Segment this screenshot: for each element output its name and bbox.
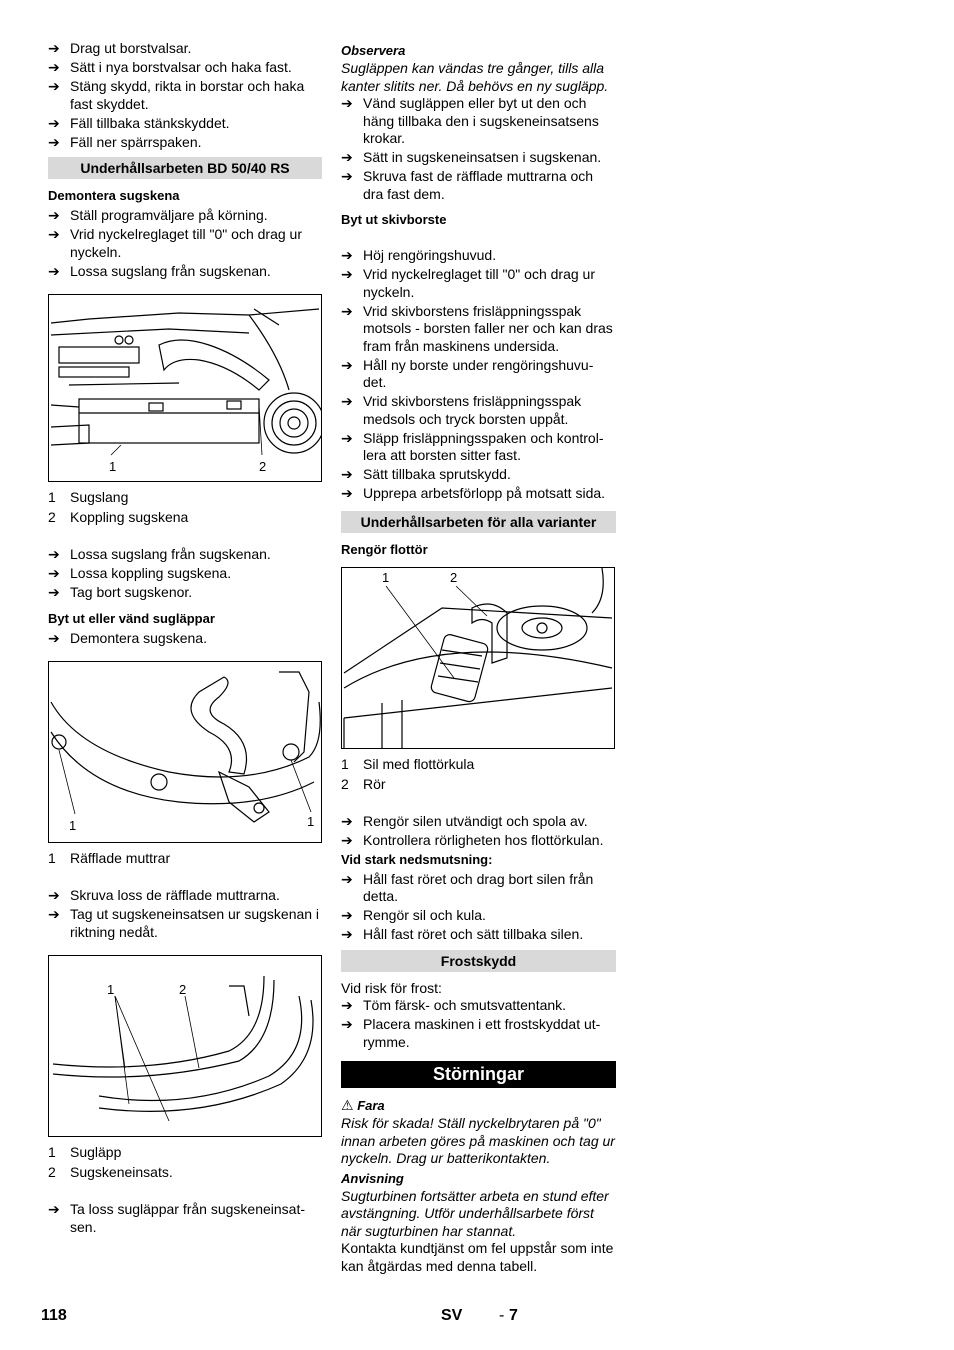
machine-illustration: [49, 295, 321, 481]
legend-number: 1: [341, 755, 349, 772]
arrow-right-icon: ➔: [341, 302, 353, 319]
list-item: [48, 263, 322, 281]
fig1-callout-2: 2: [259, 459, 267, 474]
list-item: [341, 247, 616, 265]
arrow-right-icon: ➔: [341, 247, 353, 263]
list-item: [48, 226, 322, 261]
fig3-callout-1: 1: [107, 982, 115, 997]
list-item: [48, 584, 322, 602]
arrow-right-icon: ➔: [48, 133, 60, 150]
list-item: [341, 266, 616, 301]
list-item: [48, 134, 322, 152]
arrow-right-icon: ➔: [48, 59, 60, 75]
sub-page-number: 7: [509, 1307, 518, 1324]
list-item-text: Demontera sugskena.: [70, 629, 207, 646]
arrow-right-icon: ➔: [341, 812, 353, 829]
arrow-right-icon: ➔: [48, 584, 60, 600]
figure-suglapp: [48, 955, 322, 1137]
list-item: [341, 832, 616, 850]
arrow-right-icon: ➔: [48, 629, 60, 646]
list-item-text: Kontrollera rörligheten hos flottörkulan.: [363, 831, 604, 848]
arrow-right-icon: ➔: [48, 114, 60, 131]
list-item: [341, 1016, 616, 1051]
list-item: [341, 430, 616, 465]
arrow-right-icon: ➔: [341, 485, 353, 501]
arrow-right-icon: ➔: [48, 906, 60, 922]
squeegee-illustration: [49, 662, 321, 842]
legend-number: 2: [48, 1164, 56, 1180]
list-item-text: Släpp frisläppningsspaken och kontrol-lera att borsten sitter fast.: [363, 429, 604, 463]
arrow-right-icon: ➔: [48, 207, 60, 223]
legend-number: 1: [48, 489, 56, 505]
arrow-right-icon: ➔: [341, 1016, 353, 1032]
chapter-heading-storningar: Störningar: [341, 1061, 616, 1088]
lip-illustration: [49, 956, 321, 1136]
arrow-right-icon: ➔: [341, 831, 353, 848]
list-item-text: Sätt tillbaka sprutskydd.: [363, 466, 511, 482]
section-heading-alla-varianter: Underhållsarbeten för alla varianter: [341, 511, 616, 533]
list-item-text: Håll fast röret och drag bort silen från detta.: [363, 870, 594, 904]
arrow-right-icon: ➔: [48, 262, 60, 279]
list-item: [48, 887, 322, 905]
list-item-text: Ställ programväljare på körning.: [70, 207, 268, 223]
legend-number: 1: [48, 850, 56, 866]
arrow-right-icon: ➔: [341, 168, 353, 184]
list-item-text: Höj rengöringshuvud.: [363, 247, 497, 263]
list-item: [341, 907, 616, 925]
section-heading-frostskydd: Frostskydd: [341, 950, 616, 972]
legend-text: Koppling sugskena: [70, 509, 189, 525]
figure-legend-3: [48, 1143, 322, 1182]
arrow-right-icon: ➔: [341, 266, 353, 282]
intro-list: [48, 40, 322, 151]
list-item-text: Vrid skivborstens frisläppningsspak medsols och tryck borsten uppåt.: [363, 393, 582, 427]
figure-legend-4: [341, 755, 616, 794]
list-item-text: Rengör sil och kula.: [363, 907, 486, 923]
list-item: [341, 926, 616, 944]
list-item: [341, 357, 616, 392]
arrow-right-icon: ➔: [341, 926, 353, 942]
arrow-right-icon: ➔: [341, 997, 353, 1013]
list-item-text: Vänd sugläppen eller byt ut den och häng tillbaka den i sugskeneinsatsens krokar.: [363, 95, 599, 146]
warning-title-text: Fara: [357, 1098, 385, 1113]
list-item-text: Vrid nyckelreglaget till "0" och drag ur nyckeln.: [363, 266, 595, 300]
figure-legend-2: [48, 849, 322, 868]
list-item: [341, 303, 616, 356]
arrow-right-icon: ➔: [48, 546, 60, 562]
warning-text: Risk för skada! Ställ nyckelbrytaren på "0" innan arbeten göres på maskinen och tag ur nyckeln. Drag ur batterikontakten.: [341, 1115, 615, 1166]
list-item-text: Fäll tillbaka stänkskyddet.: [70, 114, 230, 131]
demontera-list: [48, 207, 322, 280]
subheading-byt-sugläppar: Byt ut eller vänd sugläppar: [48, 610, 215, 626]
list-item-text: Sätt i nya borstvalsar och haka fast.: [70, 59, 292, 75]
legend-item: [341, 755, 616, 774]
frost-list: [341, 997, 616, 1051]
right-column: [341, 40, 616, 1275]
legend-item: [48, 488, 322, 507]
page-number: 118: [41, 1307, 67, 1324]
legend-text: Rör: [363, 775, 386, 792]
after-fig3-list: [48, 1201, 322, 1236]
after-fig2-list: [48, 887, 322, 941]
list-item-text: Lossa sugslang från sugskenan.: [70, 546, 271, 562]
list-item-text: Vrid nyckelreglaget till "0" och drag ur nyckeln.: [70, 226, 302, 260]
legend-item: [48, 1143, 322, 1162]
warning-title: [341, 1096, 616, 1115]
arrow-right-icon: ➔: [341, 95, 353, 111]
figure-legend-1: [48, 488, 322, 527]
legend-item: [48, 849, 322, 868]
figure-flottor: [341, 567, 615, 749]
list-item-text: Fäll ner spärrspaken.: [70, 133, 202, 150]
list-item-text: Töm färsk- och smutsvattentank.: [363, 997, 567, 1013]
list-item: [341, 393, 616, 428]
section-heading-bd5040: Underhållsarbeten BD 50/40 RS: [48, 157, 322, 179]
arrow-right-icon: ➔: [341, 356, 353, 373]
list-item-text: Vrid skivborstens frisläppningsspak motsols - borsten faller ner och kan dras fram från maskinens undersida.: [363, 302, 613, 354]
fig2-callout-1a: 1: [69, 818, 77, 833]
list-item: [48, 59, 322, 77]
language-code: SV: [441, 1307, 463, 1324]
byt-list: [48, 630, 322, 648]
subheading-flottor: Rengör flottör: [341, 541, 428, 557]
fig4-callout-1: 1: [382, 569, 390, 585]
left-column: [48, 40, 322, 1238]
list-item: [48, 1201, 322, 1236]
arrow-right-icon: ➔: [341, 429, 353, 446]
arrow-right-icon: ➔: [48, 226, 60, 242]
legend-number: 1: [48, 1144, 56, 1160]
subheading-demontera: Demontera sugskena: [48, 188, 180, 203]
list-item-text: Håll fast röret och sätt tillbaka silen.: [363, 926, 584, 942]
list-item-text: Skruva fast de räfflade muttrarna och dra fast dem.: [363, 168, 594, 202]
list-item-text: Drag ut borstvalsar.: [70, 40, 192, 56]
warning-icon: ⚠: [341, 1097, 354, 1113]
arrow-right-icon: ➔: [48, 78, 60, 94]
subheading-skivborste: Byt ut skivborste: [341, 212, 447, 227]
legend-item: [48, 1163, 322, 1182]
note-anvisning-title: Anvisning: [341, 1170, 404, 1186]
list-item: [341, 485, 616, 503]
arrow-right-icon: ➔: [341, 907, 353, 923]
list-item: [341, 95, 616, 148]
fig2-callout-1b: 1: [307, 814, 315, 829]
list-item-text: Lossa koppling sugskena.: [70, 565, 232, 581]
arrow-right-icon: ➔: [341, 466, 353, 482]
footer-separator: -: [499, 1307, 505, 1324]
list-item: [48, 546, 322, 564]
legend-text: Sugläpp: [70, 1144, 122, 1160]
frost-intro: Vid risk för frost:: [341, 979, 442, 996]
flottor-list: [341, 813, 616, 850]
list-item-text: Ta loss sugläppar från sugskeneinsat-sen.: [70, 1201, 306, 1235]
list-item: [48, 630, 322, 648]
list-item: [48, 906, 322, 941]
legend-item: [48, 508, 322, 527]
list-item: [48, 40, 322, 58]
arrow-right-icon: ➔: [48, 1201, 60, 1217]
legend-number: 2: [48, 509, 56, 525]
list-item: [341, 149, 616, 167]
list-item: [341, 997, 616, 1015]
list-item: [48, 565, 322, 583]
observera-list: [341, 95, 616, 203]
list-item-text: Stäng skydd, rikta in borstar och haka fast skyddet.: [70, 78, 305, 112]
list-item-text: Skruva loss de räfflade muttrarna.: [70, 887, 280, 903]
fig1-callout-1: 1: [109, 459, 117, 474]
fig3-callout-2: 2: [179, 982, 187, 997]
stark-list: [341, 871, 616, 944]
legend-text: Räfflade muttrar: [70, 850, 171, 866]
list-item-text: Lossa sugslang från sugskenan.: [70, 262, 271, 279]
legend-text: Sil med flottörkula: [363, 755, 475, 772]
list-item-text: Upprepa arbetsförlopp på motsatt sida.: [363, 485, 606, 501]
legend-text: Sugslang: [70, 489, 129, 505]
list-item-text: Tag ut sugskeneinsatsen ur sugskenan i riktning nedåt.: [70, 906, 320, 940]
note-anvisning-text: Sugturbinen fortsätter arbeta en stund efter avstängning. Utför underhållsarbete först när sugturbinen har stannat.: [341, 1187, 609, 1239]
list-item: [341, 466, 616, 484]
list-item: [48, 115, 322, 133]
legend-item: [341, 775, 616, 794]
arrow-right-icon: ➔: [48, 565, 60, 581]
skivborste-list: [341, 247, 616, 503]
legend-number: 2: [341, 775, 349, 792]
figure-sugslang: [48, 294, 322, 482]
arrow-right-icon: ➔: [48, 887, 60, 903]
contact-text: Kontakta kundtjänst om fel uppstår som inte kan åtgärdas med denna tabell.: [341, 1240, 614, 1274]
subheading-stark-nedsmutsning: Vid stark nedsmutsning:: [341, 851, 493, 867]
list-item: [48, 207, 322, 225]
arrow-right-icon: ➔: [341, 149, 353, 165]
list-item-text: Rengör silen utvändigt och spola av.: [363, 812, 588, 829]
note-observera-text: Sugläppen kan vändas tre gånger, tills alla kanter slitits ner. Då behövs en ny sugläpp.: [341, 60, 609, 94]
list-item: [48, 78, 322, 113]
list-item-text: Håll ny borste under rengöringshuvu-det.: [363, 356, 594, 390]
float-illustration: [342, 568, 614, 748]
note-observera-title: Observera: [341, 43, 406, 58]
list-item-text: Tag bort sugskenor.: [70, 584, 193, 600]
arrow-right-icon: ➔: [341, 870, 353, 887]
figure-raffl-muttrar: [48, 661, 322, 843]
list-item-text: Placera maskinen i ett frostskyddat ut-rymme.: [363, 1016, 601, 1050]
arrow-right-icon: ➔: [341, 393, 353, 409]
after-fig1-list: [48, 546, 322, 602]
arrow-right-icon: ➔: [48, 40, 60, 56]
list-item: [341, 813, 616, 831]
fig4-callout-2: 2: [450, 569, 458, 585]
list-item: [341, 168, 616, 203]
legend-text: Sugskeneinsats.: [70, 1164, 173, 1180]
list-item-text: Sätt in sugskeneinsatsen i sugskenan.: [363, 149, 602, 165]
list-item: [341, 871, 616, 906]
